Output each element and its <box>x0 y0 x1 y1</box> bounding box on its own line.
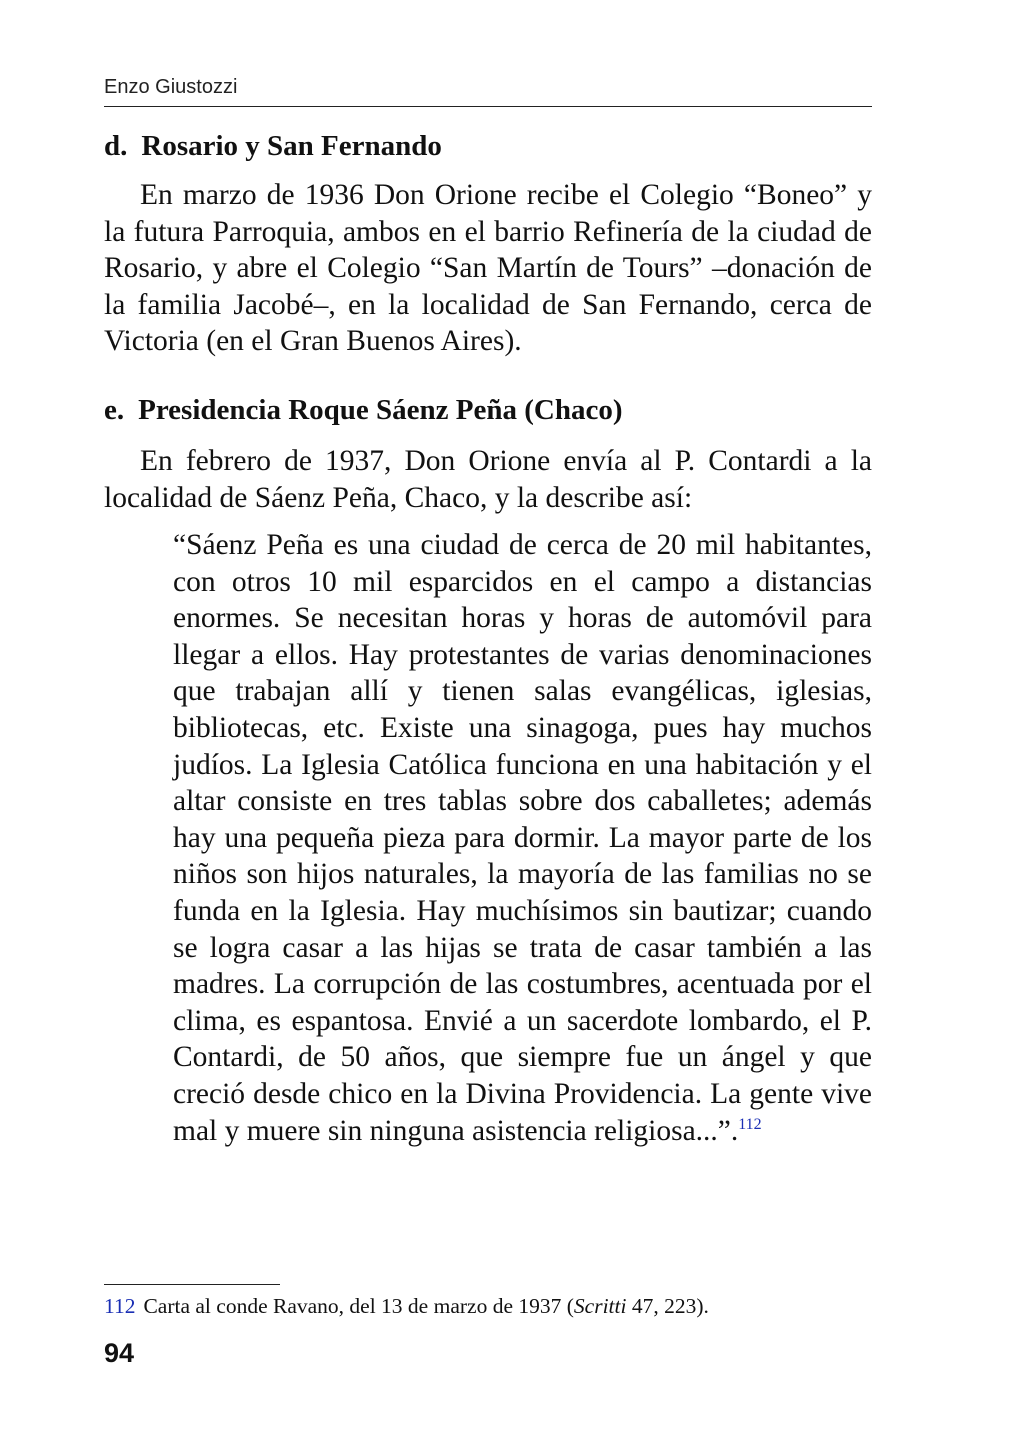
quote-text: “Sáenz Peña es una ciudad de cerca de 20 mil habitantes, con otros 10 mil esparcidos en el campo a distancias enormes. Se necesitan horas y horas de automóvil para llegar a ellos. Hay protestantes de varias denominaciones que trabajan allí y tienen salas evangélicas, iglesias, bibliotecas, etc. Existe una sinagoga, pues hay muchos judíos. La Iglesia Católica funciona en una habitación y el altar consiste en tres tablas sobre dos caballetes; además hay una pequeña pieza para dormir. La mayor parte de los niños son hijos naturales, la mayoría de las familias no se funda en la Iglesia. Hay muchísimos sin bautizar; cuando se logra casar a las hijas se trata de casar también a las madres. La corrupción de las costumbres, acentuada por el clima, es espantosa. Envié a un sacerdote lombardo, el P. Contardi, de 50 años, que siempre fue un ángel y que creció desde chico en la Divina Providencia. La gente vive mal y muere sin ninguna asistencia religiosa...”. <box>173 529 872 1147</box>
section-d-letter: d. <box>104 130 128 162</box>
section-d-paragraph: En marzo de 1936 Don Orione recibe el Colegio “Boneo” y la futura Parroquia, ambos en el barrio Refinería de la ciudad de Rosario, y abre el Colegio “San Martín de Tours” –donación de la familia Jacobé–, en la localidad de San Fernando, cerca de Victoria (en el Gran Buenos Aires). <box>104 179 872 357</box>
section-d-heading <box>104 128 442 164</box>
footnote-reference-link[interactable]: 112 <box>738 1115 762 1133</box>
section-d-title: Rosario y San Fernando <box>141 130 442 162</box>
footnote-italic-title: Scritti <box>573 1294 627 1318</box>
footnote-text-after: 47, 223). <box>626 1294 709 1318</box>
footnote-text-before: Carta al conde Ravano, del 13 de marzo de 1937 ( <box>143 1294 574 1318</box>
footnote-number[interactable]: 112 <box>104 1294 136 1318</box>
section-e-title: Presidencia Roque Sáenz Peña (Chaco) <box>138 394 623 426</box>
section-e-letter: e. <box>104 394 125 426</box>
author-name: Enzo Giustozzi <box>104 76 238 98</box>
footnote-divider <box>104 1284 280 1285</box>
footnote <box>104 1292 872 1320</box>
running-header <box>104 72 872 107</box>
section-e-intro: En febrero de 1937, Don Orione envía al P. Contardi a la localidad de Sáenz Peña, Chaco, y la describe así: <box>104 445 872 514</box>
block-quote <box>173 527 872 1149</box>
section-e-heading <box>104 392 623 428</box>
page-number: 94 <box>104 1338 135 1368</box>
